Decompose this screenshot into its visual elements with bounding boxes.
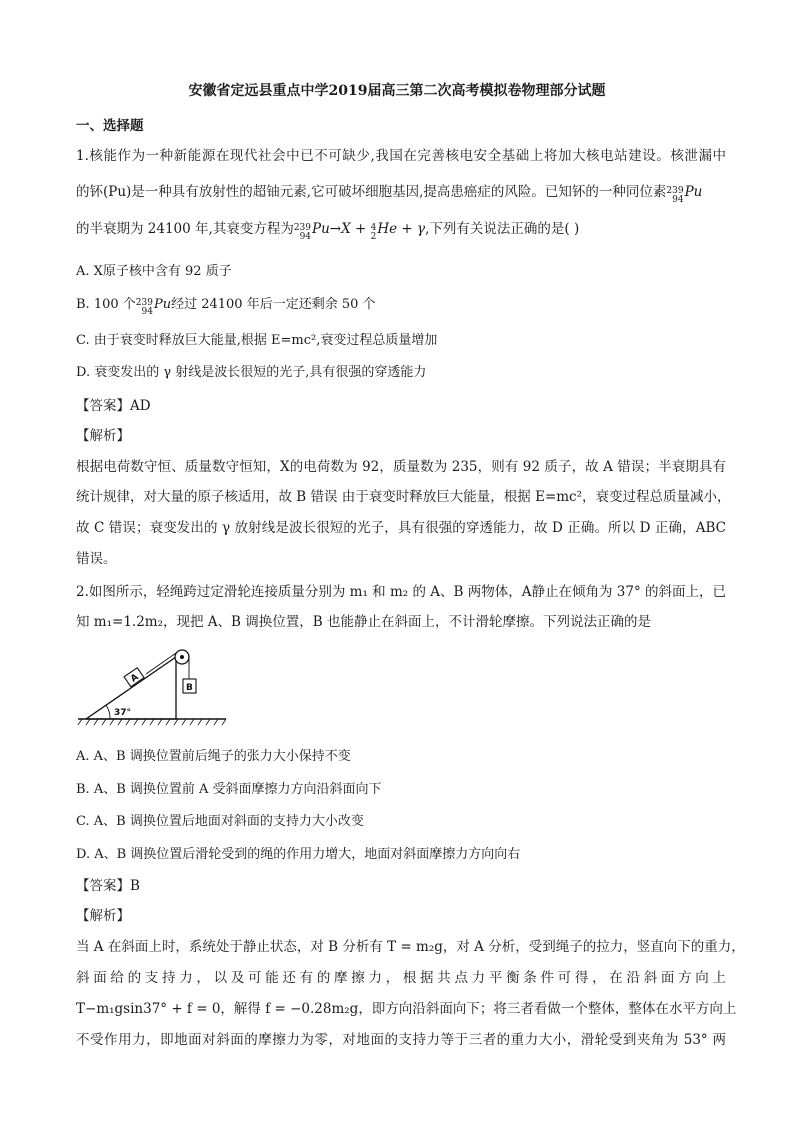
q1-stem-line-3-text: 的半衰期为 24100 年,其衰变方程为 (76, 221, 294, 237)
angle-label: 37° (114, 708, 132, 718)
q1-stem-line-1: 1.核能作为一种新能源在现代社会中已不可缺少,我国在完善核电安全基础上将加大核电站建设。核泄漏中 (76, 148, 726, 164)
block-b-label: B (186, 683, 193, 693)
q2-analysis-line: T−m₁gsin37° + f = 0，解得 f = −0.28m₂g，即方向沿斜面向下；将三者看做一个整体，整体在水平方向上 (76, 1001, 737, 1017)
page-title: 安徽省定远县重点中学2019届高三第二次高考模拟卷物理部分试题 (188, 83, 606, 99)
q1-option-d: D. 衰变发出的 γ 射线是波长很短的光子,具有很强的穿透能力 (76, 365, 427, 380)
q1-analysis-line: 根据电荷数守恒、质量数守恒知，X的电荷数为 92，质量数为 235，则有 92 质子，故 A 错误；半衰期具有 (76, 459, 726, 475)
q1-analysis-line: 统计规律，对大量的原子核适用，故 B 错误 由于衰变时释放巨大能量，根据 E=mc²，衰变过程总质量减小， (76, 489, 731, 505)
pu-isotope: 239 94 (666, 186, 684, 205)
q1-option-b-tail: 经过 24100 年后一定还剩余 50 个 (171, 297, 376, 312)
q2-answer: 【答案】B (76, 878, 140, 894)
q2-analysis-line: 不受作用力，即地面对斜面的摩擦力为零，对地面的支持力等于三者的重力大小，滑轮受到夹角为 53° 两 (76, 1032, 726, 1048)
q1-stem-line-2: 的钚(Pu)是一种具有放射性的超铀元素,它可破坏细胞基因,提高患癌症的风险。已知钚的一种同位素239 94Pu (76, 184, 703, 205)
block-a-label: A (129, 672, 141, 685)
q2-option-d: D. A、B 调换位置后滑轮受到的绳的作用力增大，地面对斜面摩擦力方向向右 (76, 847, 521, 862)
q2-option-a: A. A、B 调换位置前后绳子的张力大小保持不变 (76, 749, 351, 764)
section-heading: 一、选择题 (76, 118, 144, 134)
q2-option-b: B. A、B 调换位置前 A 受斜面摩擦力方向沿斜面向下 (76, 782, 382, 797)
q1-analysis-line: 故 C 错误；衰变发出的 γ 放射线是波长很短的光子，具有很强的穿透能力，故 D 正确。所以 D 正确，ABC (76, 520, 726, 536)
q1-stem-line-3-tail: ,下列有关说法正确的是( ) (425, 221, 580, 237)
q2-stem-line-2: 知 m₁=1.2m₂，现把 A、B 调换位置，B 也能静止在斜面上，不计滑轮摩擦。下列说法正确的是 (76, 614, 651, 630)
q2-option-c: C. A、B 调换位置后地面对斜面的支持力大小改变 (76, 814, 364, 829)
q1-option-a: A. X原子核中含有 92 质子 (76, 264, 232, 279)
q1-option-c: C. 由于衰变时释放巨大能量,根据 E=mc²,衰变过程总质量增加 (76, 333, 438, 348)
angle-arc (106, 705, 110, 719)
block-a (124, 668, 144, 687)
q2-analysis-label: 【解析】 (76, 908, 130, 924)
q2-analysis-line: 斜面给的支持力，以及可能还有的摩擦力，根据共点力平衡条件可得，在沿斜面方向上 (76, 970, 726, 986)
rope-incline (146, 653, 176, 674)
q1-stem-line-2-text: 的钚(Pu)是一种具有放射性的超铀元素,它可破坏细胞基因,提高患癌症的风险。已知钚的一种同位素 (76, 184, 667, 200)
pulley-axle (180, 655, 184, 659)
q1-analysis-line: 错误。 (76, 551, 117, 567)
ground-hatch (78, 719, 226, 725)
q1-answer: 【答案】AD (76, 398, 151, 414)
incline-pulley-figure (76, 645, 236, 730)
q1-option-b: B. 100 个239 94Pu经过 24100 年后一定还剩余 50 个 (76, 297, 376, 317)
q1-stem-line-3: 的半衰期为 24100 年,其衰变方程为239 94Pu→X + 4 2He + γ,下列有关说法正确的是( ) (76, 221, 580, 242)
q1-option-b-text: B. 100 个 (76, 297, 136, 312)
q1-analysis-label: 【解析】 (76, 428, 130, 444)
q2-analysis-line: 当 A 在斜面上时，系统处于静止状态，对 B 分析有 T = m₂g，对 A 分析，受到绳子的拉力，竖直向下的重力， (76, 939, 745, 955)
q2-stem-line-1: 2.如图所示，轻绳跨过定滑轮连接质量分别为 m₁ 和 m₂ 的 A、B 两物体，A静止在倾角为 37° 的斜面上，已 (76, 584, 726, 600)
